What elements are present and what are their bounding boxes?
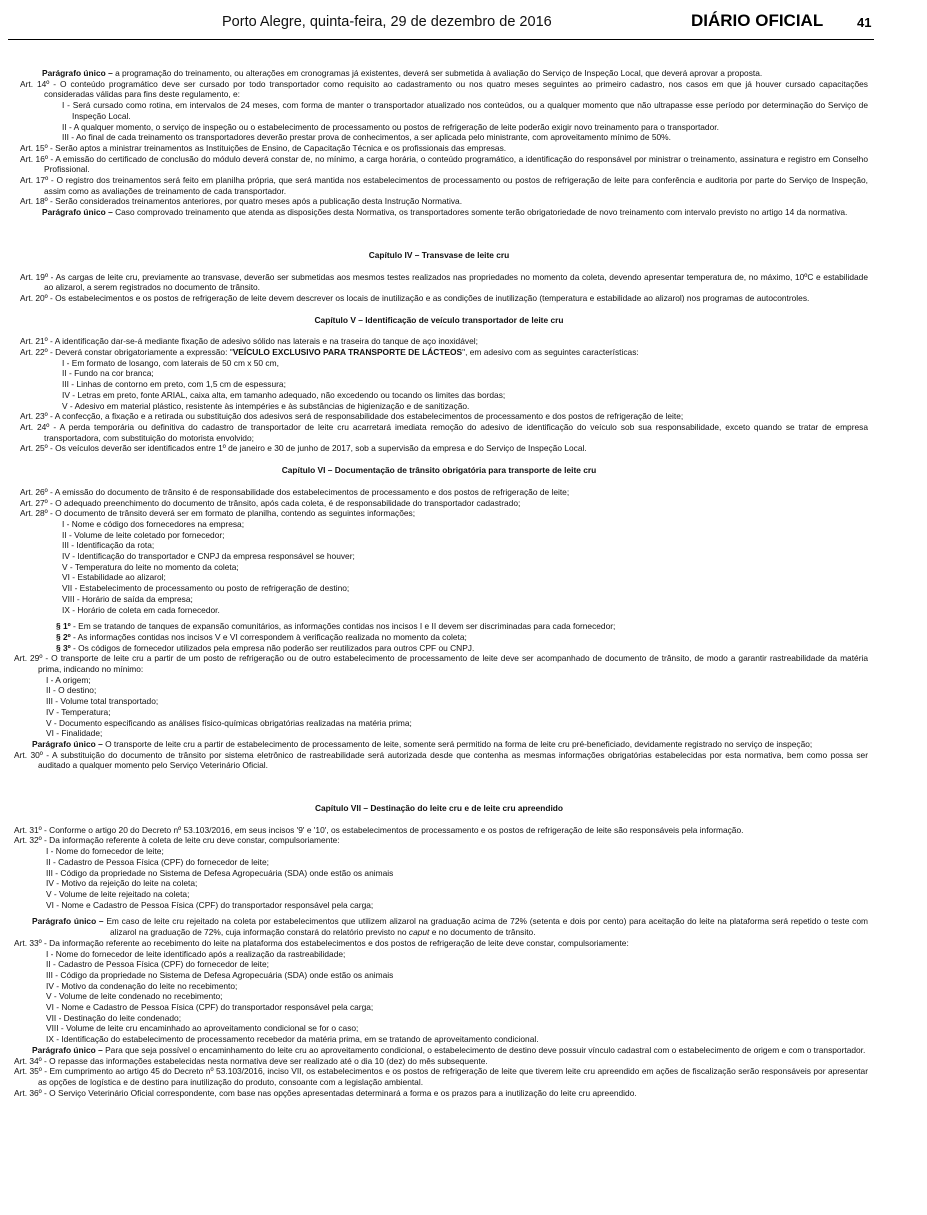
article-28-item-8: VIII - Horário de saída da empresa; (62, 593, 193, 604)
page-header (0, 6, 927, 34)
article-22-list (10, 358, 868, 412)
header-page-number: 41 (857, 15, 872, 30)
article-33: Art. 33º - Da informação referente ao recebimento do leite na plataforma dos estabelecimentos e dos postos de refrigeração de leite deve constar, compulsoriamente: (14, 937, 629, 948)
article-29-item-6: VI - Finalidade; (46, 728, 103, 739)
article-22-item-1: I - Em formato de losango, com laterais de 50 cm x 50 cm, (62, 357, 279, 368)
article-28-item-6: VI - Estabilidade ao alizarol; (62, 572, 166, 583)
article-33-item-4: IV - Motivo da condenação do leite no recebimento; (46, 980, 238, 991)
article-33-item-9: IX - Identificação do estabelecimento de processamento recebedor da matéria prima, em se tratando de aproveitamento condicional. (46, 1034, 539, 1045)
article-29-item-5: V - Documento especificando as análises físico-químicas obrigatórias realizadas na matéria prima; (46, 717, 412, 728)
article-35: Art. 35º - Em cumprimento ao artigo 45 do Decreto nº 53.103/2016, inciso VII, os estabelecimentos e os postos de refrigeração de leite que tiverem leite cru apreendido em ações de fiscalização serão responsáveis por apresentar as opções de logística e de destino para inutilização do produto, consoante com a legislação ambiental. (14, 1066, 868, 1087)
chapter-v-heading: Capítulo V – Identificação de veículo transportador de leite cru (314, 314, 564, 325)
article-32-item-4: IV - Motivo da rejeição do leite na coleta; (46, 878, 198, 889)
article-33-item-5: V - Volume de leite condenado no recebimento; (46, 991, 223, 1002)
chapter-vii-heading: Capítulo VII – Destinação do leite cru e de leite cru apreendido (314, 803, 564, 814)
article-29: Art. 29º - O transporte de leite cru a partir de um posto de refrigeração ou de outro estabelecimento de processamento de leite deve ser acompanhado de documento de trânsito, de modo a garantir rastreabilidade da matéria prima, indicando no mínimo: (14, 653, 868, 675)
article-30: Art. 30º - A substituição do documento de trânsito por sistema eletrônico de rastreabilidade será autorizada desde que contenha as mesmas informações obrigatórias estabelecidas por esta normativa, bem como possa ser auditado a qualquer momento pelo Serviço Veterinário Oficial. (14, 749, 868, 771)
article-25: Art. 25º - Os veículos deverão ser identificados entre 1º de janeiro e 30 de junho de 2017, sob a supervisão da empresa e do Serviço de Inspeção Local. (20, 443, 587, 454)
header-place-date: Porto Alegre, quinta-feira, 29 de dezembro de 2016 (222, 14, 552, 30)
article-22-item-3: III - Linhas de contorno em preto, com 1,5 cm de espessura; (62, 379, 286, 390)
article-28-paragraph-2: § 2º - As informações contidas nos incisos V e VI correspondem à verificação realizada no momento da coleta; (56, 631, 467, 642)
article-28-item-9: IX - Horário de coleta em cada fornecedor. (62, 604, 220, 615)
paragrafo-unico-art-29: Parágrafo único – O transporte de leite cru a partir de estabelecimento de processamento de leite, somente será permitido na forma de leite cru pré-beneficiado, devidamente registrado no serviço de inspeção; (32, 738, 813, 749)
article-33-item-1: I - Nome do fornecedor de leite identificado após a realização da rastreabilidade; (46, 948, 346, 959)
article-33-item-6: VI - Nome e Cadastro de Pessoa Física (CPF) do transportador responsável pela carga; (46, 1002, 374, 1013)
article-28-paragraph-3: § 3º - Os códigos de fornecedor utilizados pela empresa não poderão ser reutilizados para outros CPF ou CNPJ. (56, 642, 475, 653)
article-22-item-2: II - Fundo na cor branca; (62, 368, 154, 379)
article-28: Art. 28º - O documento de trânsito deverá ser em formato de planilha, contendo as seguintes informações; (20, 508, 416, 519)
article-28-list (10, 519, 868, 615)
article-20: Art. 20º - Os estabelecimentos e os postos de refrigeração de leite devem descrever os locais de inutilização e as condições de inutilização (temperatura e estabilidade ao alizarol) nos programas de autocontroles. (20, 292, 810, 303)
article-28-item-3: III - Identificação da rota; (62, 540, 155, 551)
article-29-item-3: III - Volume total transportado; (46, 696, 159, 707)
article-24: Art. 24º - A perda temporária ou definitiva do cadastro de transportador de leite cru acarretará imediata remoção do adesivo de identificação do veículo sob sua responsabilidade, exceto quando se tratar de empresa transportadora, com substituição do motorista envolvido; (20, 421, 868, 443)
article-32-item-6: VI - Nome e Cadastro de Pessoa Física (CPF) do transportador responsável pela carga; (46, 899, 374, 910)
article-32-item-2: II - Cadastro de Pessoa Física (CPF) do fornecedor de leite; (46, 856, 269, 867)
header-title: DIÁRIO OFICIAL (691, 11, 824, 30)
article-33-item-2: II - Cadastro de Pessoa Física (CPF) do fornecedor de leite; (46, 959, 269, 970)
article-23: Art. 23º - A confecção, a fixação e a retirada ou substituição dos adesivos será de responsabilidade dos estabelecimentos de processamento e dos postos de refrigeração de leite; (20, 411, 684, 422)
article-18: Art. 18º - Serão considerados treinamentos anteriores, por quatro meses após a publicação desta Instrução Normativa. (20, 196, 463, 207)
paragrafo-unico-art-32: Parágrafo único – Em caso de leite cru rejeitado na coleta por estabelecimentos que utilizem alizarol na graduação acima de 72% (setenta e dois por cento) para aceitação do leite na plataforma será repetido o teste com alizarol na graduação de 72%, cuja informação constará do relatório previsto no caput e no documento de trânsito. (32, 916, 868, 938)
article-22-item-4: IV - Letras em preto, fonte ARIAL, caixa alta, em tamanho adequado, não excedendo ou tocando os limites das bordas; (62, 389, 506, 400)
article-14: Art. 14º - O conteúdo programático deve ser cursado por todo transportador como requisito ao cadastramento ou nos quatro meses seguintes ao primeiro cadastro, nos casos em que já houver cursado capacitações consideradas válidas para fins deste regulamento, e: (20, 78, 868, 100)
chapter-vi-heading: Capítulo VI – Documentação de trânsito obrigatória para transporte de leite cru (281, 465, 597, 476)
article-29-list (10, 675, 868, 739)
article-29-item-1: I - A origem; (46, 674, 91, 685)
article-19: Art. 19º - As cargas de leite cru, previamente ao transvase, deverão ser submetidas aos mesmos testes realizados nas propriedades no momento da coleta, devendo apresentar temperatura de, no máximo, 10ºC e estabilidade ao alizarol, a serem registrados no documento de trânsito. (20, 271, 868, 293)
article-15: Art. 15º - Serão aptos a ministrar treinamentos as Instituições de Ensino, de Capacitação Técnica e os profissionais das empresas. (20, 142, 507, 153)
article-28-item-4: IV - Identificação do transportador e CNPJ da empresa responsável se houver; (62, 551, 355, 562)
article-28-item-2: II - Volume de leite coletado por fornecedor; (62, 529, 225, 540)
article-32: Art. 32º - Da informação referente à coleta de leite cru deve constar, compulsoriamente: (14, 835, 340, 846)
article-32-item-1: I - Nome do fornecedor de leite; (46, 846, 164, 857)
chapter-iv-heading: Capítulo IV – Transvase de leite cru (368, 249, 510, 260)
article-21: Art. 21º - A identificação dar-se-á mediante fixação de adesivo sólido nas laterais e na traseira do tanque de aço inoxidável; (20, 336, 478, 347)
article-32-list (10, 846, 868, 910)
article-32-item-3: III - Código da propriedade no Sistema de Defesa Agropecuária (SDA) onde estão os animais (46, 867, 394, 878)
paragrafo-unico-programacao: Parágrafo único – a programação do treinamento, ou alterações em cronogramas já existentes, deverá ser submetida à avaliação do Serviço de Inspeção Local, que deverá aprovar a proposta. (42, 68, 763, 78)
article-33-item-8: VIII - Volume de leite cru encaminhado ao aproveitamento condicional se for o caso; (46, 1023, 359, 1034)
article-22: Art. 22º - Deverá constar obrigatoriamente a expressão: "VEÍCULO EXCLUSIVO PARA TRANSPORTE DE LÁCTEOS", em adesivo com as seguintes características: (20, 347, 639, 358)
article-31: Art. 31º - Conforme o artigo 20 do Decreto nº 53.103/2016, em seus incisos '9' e '10', os estabelecimentos de processamento e os postos de refrigeração de leite são responsáveis pela informação. (14, 824, 744, 835)
article-29-item-4: IV - Temperatura; (46, 706, 111, 717)
article-27: Art. 27º - O adequado preenchimento do documento de trânsito, após cada coleta, é de responsabilidade do transportador cadastrado; (20, 497, 521, 508)
article-28-item-5: V - Temperatura do leite no momento da coleta; (62, 561, 239, 572)
article-17: Art. 17º - O registro dos treinamentos será feito em planilha própria, que será mantida nos estabelecimentos de processamento ou postos de refrigeração de leite para conferência e auditoria por parte do Serviço de Inspeção, assim como as avaliações de treinamento de cada transportador. (20, 175, 868, 196)
article-33-item-3: III - Código da propriedade no Sistema de Defesa Agropecuária (SDA) onde estão os animais (46, 969, 394, 980)
article-28-item-1: I - Nome e código dos fornecedores na empresa; (62, 518, 245, 529)
article-32-item-5: V - Volume de leite rejeitado na coleta; (46, 889, 190, 899)
article-36: Art. 36º - O Serviço Veterinário Oficial correspondente, com base nas opções apresentadas determinará a forma e os prazos para a inutilização do leite cru apreendido. (14, 1087, 637, 1098)
article-16: Art. 16º - A emissão do certificado de conclusão do módulo deverá constar de, no mínimo, a carga horária, o conteúdo programático, a identificação do responsável por ministrar o treinamento, assinatura e registro em Conselho Profissional. (20, 153, 868, 175)
paragrafo-unico-art-33: Parágrafo único – Para que seja possível o encaminhamento do leite cru ao aproveitamento condicional, o estabelecimento de destino deve possuir vínculo cadastral com o estabelecimento de origem e com o transportador. (32, 1044, 866, 1055)
article-28-paragraph-1: § 1º - Em se tratando de tanques de expansão comunitários, as informações contidas nos incisos I e II devem ser discriminadas para cada fornecedor; (56, 621, 616, 632)
article-14-inciso-iii: III - Ao final de cada treinamento os transportadores deverão prestar prova de conhecimentos, a ser aplicada pelo ministrante, com aproveitamento mínimo de 50%. (62, 132, 671, 143)
article-33-list (10, 949, 868, 1045)
article-14-inciso-i: I - Será cursado como rotina, em intervalos de 24 meses, com forma de manter o transportador atualizado nos conteúdos, ou a qualquer momento que não ultrapasse esse período por determinação do Serviço de Inspeção Local. (62, 100, 868, 121)
header-rule (8, 39, 874, 40)
article-33-item-7: VII - Destinação do leite condenado; (46, 1012, 182, 1023)
article-28-item-7: VII - Estabelecimento de processamento ou posto de refrigeração de destino; (62, 583, 350, 594)
article-26: Art. 26º - A emissão do documento de trânsito é de responsabilidade dos estabelecimentos de processamento e dos postos de refrigeração de leite; (20, 486, 570, 497)
article-29-item-2: II - O destino; (46, 685, 97, 696)
article-34: Art. 34º - O repasse das informações estabelecidas nesta normativa deve ser realizado até o dia 10 (dez) do mês subsequente. (14, 1055, 488, 1066)
paragrafo-unico-art-18: Parágrafo único – Caso comprovado treinamento que atenda as disposições desta Normativa, os transportadores somente terão obrigatoriedade de novo treinamento com intervalo previsto no artigo 14 da normativa. (42, 207, 848, 218)
article-22-item-5: V - Adesivo em material plástico, resistente às intempéries e às substâncias de higienização e de sanitização. (62, 400, 470, 411)
document-body (10, 68, 868, 1098)
article-14-inciso-ii: II - A qualquer momento, o serviço de inspeção ou o estabelecimento de processamento ou postos de refrigeração de leite poderão exigir novo treinamento para o transportador. (62, 121, 719, 132)
